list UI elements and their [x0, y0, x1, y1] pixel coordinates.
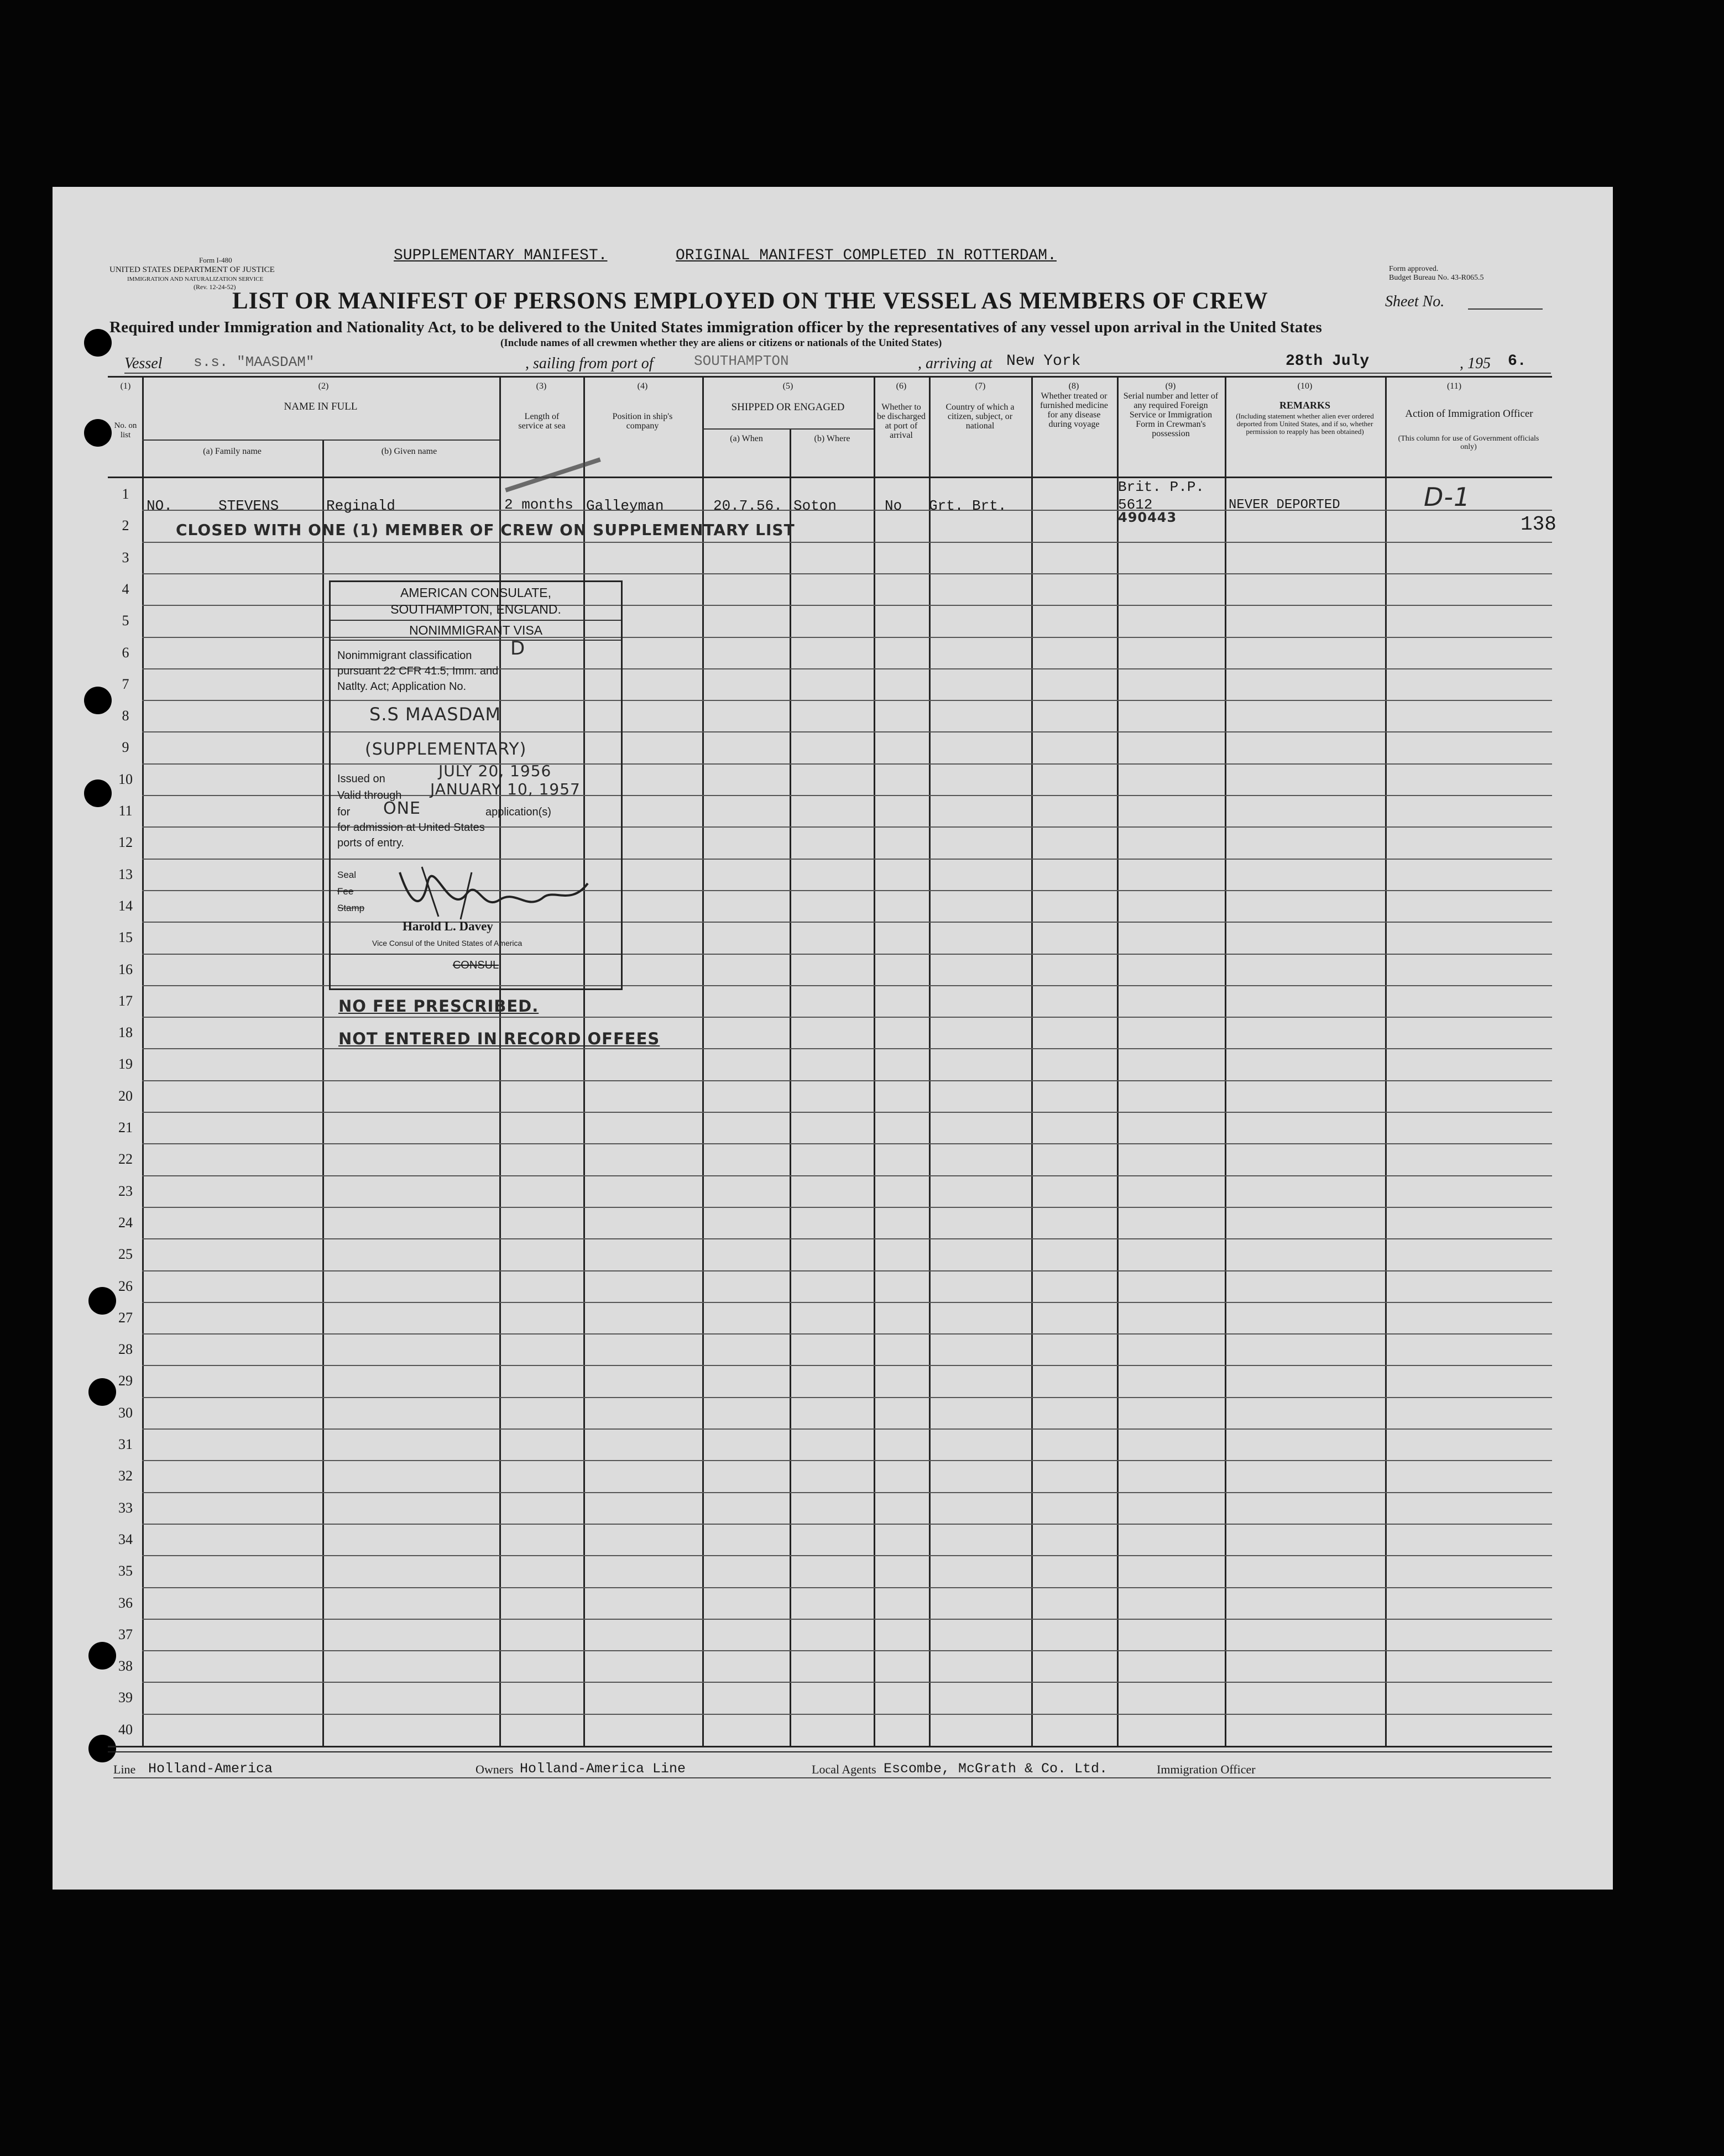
department-line: UNITED STATES DEPARTMENT OF JUSTICE: [109, 265, 275, 274]
footer-agents-value: Escombe, McGrath & Co. Ltd.: [884, 1761, 1108, 1777]
entry-length: 2 months: [504, 496, 573, 513]
row-number: 6: [122, 644, 129, 661]
stamp-issued-label: Issued on: [337, 773, 385, 785]
row-line: [142, 1175, 1552, 1176]
col9-number: (9): [1165, 381, 1176, 391]
row-line: [142, 1619, 1552, 1620]
name-subheader-line: [142, 439, 499, 441]
entry-given-name: Reginald: [326, 498, 395, 514]
row-line: [142, 1333, 1552, 1335]
table-bottom-border: [108, 1746, 1552, 1747]
entry-where: Soton: [793, 498, 837, 514]
stamp-vice-consul: Vice Consul of the United States of America: [372, 939, 523, 948]
stamp-divider: [331, 620, 621, 621]
col-divider: [874, 376, 875, 1746]
row-line: [142, 1524, 1552, 1525]
stamp-fee: Fee: [337, 886, 354, 897]
col2-number: (2): [318, 381, 329, 391]
col10-number: (10): [1297, 381, 1313, 391]
entry-family-name: STEVENS: [218, 498, 279, 514]
row-line: [142, 1428, 1552, 1430]
row-line: [142, 1650, 1552, 1651]
col-divider: [322, 439, 324, 1746]
col8-label: Whether treated or furnished medicine for any disease during voyage: [1039, 391, 1109, 429]
service-line: IMMIGRATION AND NATURALIZATION SERVICE: [127, 276, 264, 282]
stamp-visa-type: NONIMMIGRANT VISA: [409, 623, 543, 637]
row-number: 1: [122, 486, 129, 502]
row-line: [142, 1048, 1552, 1049]
row-number: 33: [118, 1499, 133, 1516]
col3-label: Length of service at sea: [518, 412, 566, 431]
row-line: [142, 1460, 1552, 1461]
col10-subtext: (Including statement whether alien ever ordered deported from United States, and if so, whether permission to reapply has been obtained): [1236, 412, 1374, 436]
entry-action: D-1: [1424, 482, 1471, 512]
col8-number: (8): [1068, 381, 1079, 391]
stamp-pursuant: pursuant 22 CFR 41.5; Imm. and: [337, 665, 499, 677]
stamp-supplementary: (SUPPLEMENTARY): [365, 740, 527, 759]
row-number: 17: [118, 992, 133, 1009]
sailing-value: SOUTHAMPTON: [694, 353, 789, 369]
footer-line-value: Holland-America: [148, 1761, 273, 1777]
sheet-number-line: [1468, 308, 1543, 310]
side-number: 138: [1521, 513, 1556, 536]
revision: (Rev. 12-24-52): [194, 283, 236, 291]
row-line: [142, 1555, 1552, 1556]
row-line: [142, 1365, 1552, 1366]
row-line: [142, 1238, 1552, 1239]
row-line: [142, 1080, 1552, 1081]
row-number: 2: [122, 517, 129, 534]
entry-country: Grt. Brt.: [929, 498, 1007, 514]
visa-stamp: [329, 580, 623, 990]
consul-signature: [389, 861, 599, 925]
col4-number: (4): [637, 381, 648, 391]
col11-number: (11): [1446, 381, 1462, 391]
col5b-label: (b) Where: [814, 434, 850, 443]
col-divider: [1117, 376, 1119, 1746]
col6-number: (6): [896, 381, 907, 391]
col-divider: [702, 376, 704, 1746]
header-bottom-border: [108, 477, 1552, 478]
form-number: Form I-480: [199, 256, 232, 264]
row-number: 23: [118, 1182, 133, 1199]
col3-number: (3): [536, 381, 547, 391]
budget-bureau: Budget Bureau No. 43-R065.5: [1389, 274, 1484, 282]
col-divider: [929, 376, 931, 1746]
col7-number: (7): [975, 381, 986, 391]
row-number: 40: [118, 1721, 133, 1738]
entry-prefix: NO.: [147, 498, 173, 514]
year-value: 6.: [1508, 353, 1527, 370]
entry-when: 20.7.56.: [713, 498, 782, 514]
row-number: 26: [118, 1278, 133, 1294]
row-line: [142, 542, 1552, 543]
stamp-class-value: D: [510, 637, 526, 660]
col2b-label: (b) Given name: [381, 447, 437, 456]
stamp-natlty: Natlty. Act; Application No.: [337, 681, 467, 693]
supplementary-manifest-label: SUPPLEMENTARY MANIFEST.: [394, 247, 608, 264]
stamp-for-value: ONE: [383, 799, 421, 818]
sailing-label: , sailing from port of: [525, 355, 654, 372]
col9-label: Serial number and letter of any required Foreign Service or Immigration Form in Crewman's possession: [1123, 391, 1219, 438]
shipped-subheader-line: [702, 428, 874, 430]
no-fee-note: NO FEE PRESCRIBED.: [338, 997, 539, 1016]
row-number: 27: [118, 1309, 133, 1326]
table-bottom-border-double: [108, 1751, 1552, 1752]
col-divider: [1385, 376, 1387, 1746]
row-number: 8: [122, 708, 129, 724]
row-line: [142, 1492, 1552, 1493]
manifest-title: LIST OR MANIFEST OF PERSONS EMPLOYED ON THE VESSEL AS MEMBERS OF CREW: [232, 288, 1268, 314]
row-line: [142, 573, 1552, 574]
footer-underline: [113, 1777, 1551, 1778]
closed-note: CLOSED WITH ONE (1) MEMBER OF CREW ON SUPPLEMENTARY LIST: [176, 521, 795, 539]
sheet-number-label: Sheet No.: [1385, 293, 1445, 310]
row-number: 15: [118, 929, 133, 946]
row-line: [142, 1397, 1552, 1398]
col4-label: Position in ship's company: [612, 412, 673, 431]
row-number: 36: [118, 1594, 133, 1611]
row-number: 39: [118, 1689, 133, 1706]
row-number: 5: [122, 613, 129, 629]
col11-label: Action of Immigration Officer: [1405, 408, 1533, 420]
row-line: [142, 1302, 1552, 1303]
stamp-valid-value: JANUARY 10, 1957: [430, 780, 581, 798]
footer-line-label: Line: [113, 1762, 136, 1776]
punch-hole: [88, 1735, 116, 1762]
col5-label: SHIPPED OR ENGAGED: [731, 401, 845, 413]
stamp-signer: Harold L. Davey: [403, 919, 493, 933]
row-number: 9: [122, 739, 129, 756]
row-number: 13: [118, 866, 133, 882]
arrival-date: 28th July: [1286, 353, 1370, 370]
footer-agents-label: Local Agents: [812, 1762, 876, 1776]
col1-number: (1): [120, 381, 131, 391]
punch-hole: [84, 329, 112, 357]
vessel-value: s.s. "MAASDAM": [194, 354, 315, 370]
entry-position: Galleyman: [586, 498, 664, 514]
row-number: 11: [118, 803, 133, 819]
row-line: [142, 1143, 1552, 1144]
stamp-seal: Seal: [337, 870, 357, 880]
row-number: 16: [118, 961, 133, 977]
required-statement: Required under Immigration and Nationality Act, to be delivered to the United States immigration officer by the representatives of any vessel upon arrival in the United States: [109, 318, 1322, 336]
row-number: 31: [118, 1436, 133, 1452]
row-number: 25: [118, 1246, 133, 1263]
row-number: 10: [118, 771, 133, 787]
stamp-applications: application(s): [485, 806, 551, 818]
year-prefix: , 195: [1460, 355, 1491, 372]
entry-serial-number: 5612: [1118, 496, 1153, 513]
footer-officer-label: Immigration Officer: [1157, 1762, 1256, 1776]
row-line: [142, 1207, 1552, 1208]
row-number: 29: [118, 1373, 133, 1389]
stamp-valid-label: Valid through: [337, 789, 402, 802]
col2a-label: (a) Family name: [203, 447, 262, 456]
row-number: 18: [118, 1024, 133, 1041]
row-number: 12: [118, 834, 133, 851]
row-number: 4: [122, 580, 129, 597]
col10-label: REMARKS: [1279, 400, 1330, 411]
row-line: [142, 1714, 1552, 1715]
col5a-label: (a) When: [730, 434, 763, 443]
footer-owners-value: Holland-America Line: [520, 1761, 686, 1777]
col-divider: [790, 428, 791, 1746]
stamp-city: SOUTHAMPTON, ENGLAND.: [390, 602, 561, 616]
punch-hole: [84, 419, 112, 447]
stamp-for-label: for: [337, 806, 351, 818]
row-line: [142, 1682, 1552, 1683]
stamp-vessel: S.S MAASDAM: [369, 704, 501, 725]
row-number: 34: [118, 1531, 133, 1547]
row-number: 22: [118, 1151, 133, 1168]
stamp-issued-value: JULY 20, 1956: [438, 762, 552, 780]
stamp-admission: for admission at United States: [337, 821, 485, 834]
col-divider: [1225, 376, 1226, 1746]
col2-label: NAME IN FULL: [284, 401, 358, 412]
col-divider: [1031, 376, 1033, 1746]
table-top-border: [108, 376, 1552, 378]
entry-remarks: NEVER DEPORTED: [1229, 498, 1340, 512]
stamp-divider: [331, 954, 621, 955]
row-number: 21: [118, 1119, 133, 1135]
row-number: 35: [118, 1563, 133, 1579]
col5-number: (5): [782, 381, 793, 391]
row-number: 37: [118, 1626, 133, 1642]
row-line: [142, 1587, 1552, 1588]
row-number: 30: [118, 1404, 133, 1421]
row-number: 14: [118, 897, 133, 914]
arriving-label: , arriving at: [918, 355, 992, 372]
row-number: 7: [122, 676, 129, 692]
include-statement: (Include names of all crewmen whether they are aliens or citizens or nationals of the United States): [500, 337, 942, 349]
stamp-class-label: Nonimmigrant classification: [337, 650, 472, 662]
footer-owners-label: Owners: [476, 1762, 514, 1776]
row-line: [142, 1017, 1552, 1018]
row-number: 24: [118, 1214, 133, 1231]
stamp-consulate: AMERICAN CONSULATE,: [400, 585, 552, 600]
entry-serial-handwritten: 490443: [1118, 510, 1177, 525]
entry-discharged: No: [885, 498, 902, 514]
not-entered-note: NOT ENTERED IN RECORD OFFEES: [338, 1029, 660, 1048]
stamp-stamp-word: Stamp: [337, 903, 365, 913]
col1-label: No. on list: [114, 421, 137, 439]
stamp-consul: CONSUL: [452, 959, 499, 971]
col7-label: Country of which a citizen, subject, or national: [945, 402, 1015, 431]
stamp-divider: [331, 640, 621, 641]
form-approved: Form approved.: [1389, 265, 1439, 273]
row-number: 28: [118, 1341, 133, 1358]
vessel-label: Vessel: [124, 355, 163, 372]
original-manifest-label: ORIGINAL MANIFEST COMPLETED IN ROTTERDAM.: [676, 247, 1057, 264]
stamp-ports: ports of entry.: [337, 837, 404, 849]
row-number: 20: [118, 1087, 133, 1104]
row-number: 38: [118, 1658, 133, 1674]
entry-serial-type: Brit. P.P.: [1118, 479, 1205, 495]
row-number: 3: [122, 549, 129, 566]
col6-label: Whether to be discharged at port of arrival: [876, 402, 926, 440]
arriving-value: New York: [1006, 353, 1081, 370]
row-line: [142, 1112, 1552, 1113]
col11-subtext: (This column for use of Government officials only): [1398, 435, 1539, 451]
row-number: 32: [118, 1468, 133, 1484]
vessel-line-underline: [124, 373, 1551, 374]
row-line: [142, 1270, 1552, 1271]
row-number: 19: [118, 1056, 133, 1072]
